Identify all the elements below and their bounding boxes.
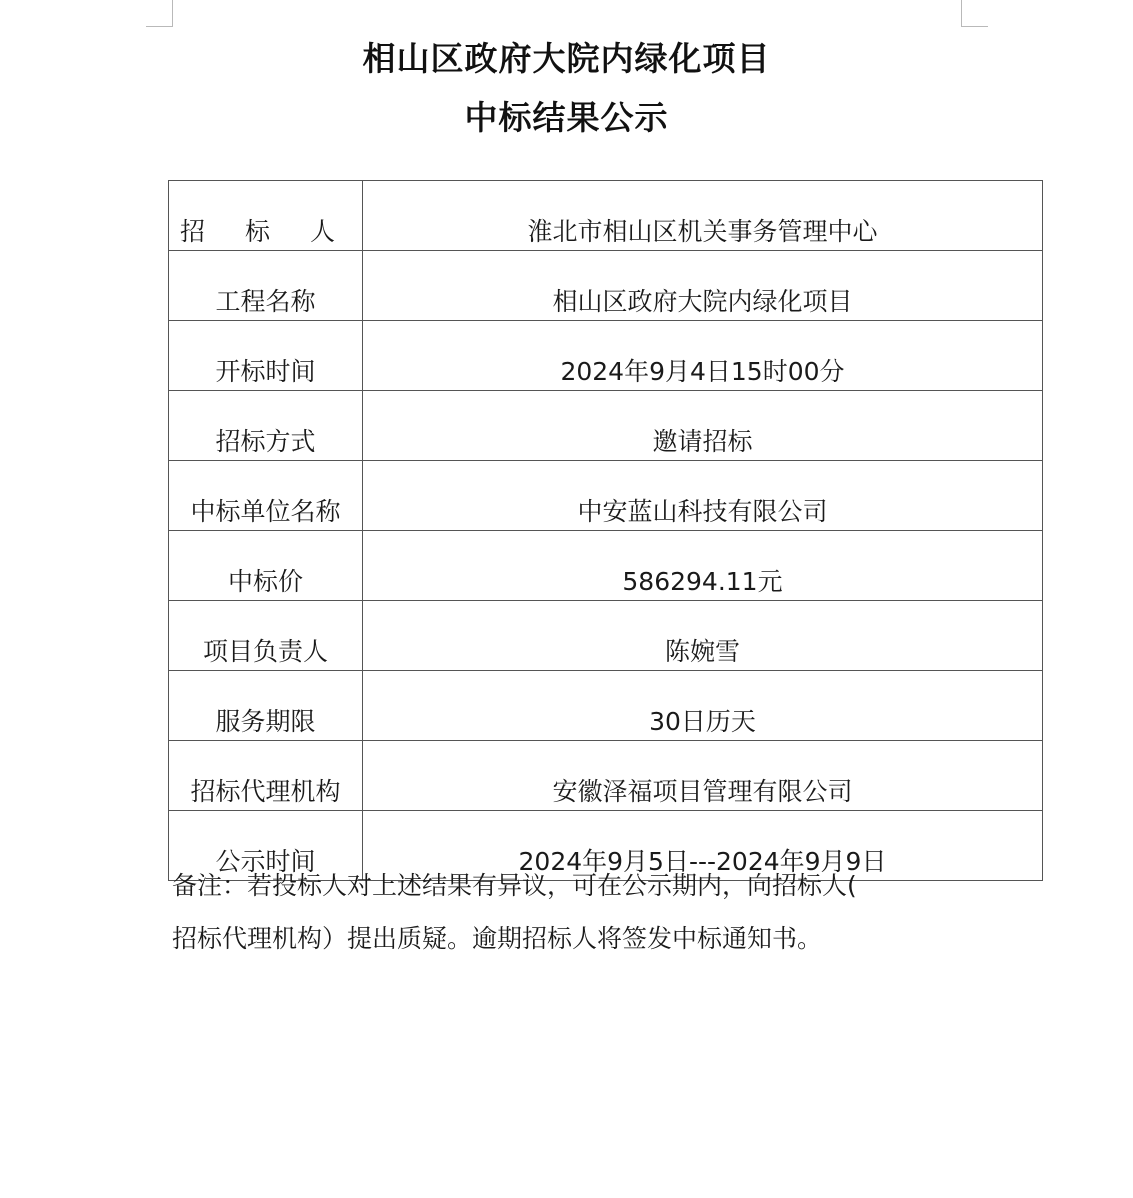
row-label: 中标单位名称	[169, 461, 363, 531]
row-label: 招 标 人	[169, 181, 363, 251]
table-row-opening-time	[169, 321, 1043, 391]
row-value: 586294.11元	[363, 531, 1043, 601]
row-value: 30日历天	[363, 671, 1043, 741]
row-value: 2024年9月4日15时00分	[363, 321, 1043, 391]
page-corner-mark-left	[146, 0, 173, 27]
row-label: 工程名称	[169, 251, 363, 321]
table-row-project-name	[169, 251, 1043, 321]
table-row-agency	[169, 741, 1043, 811]
row-label: 中标价	[169, 531, 363, 601]
row-value: 2024年9月5日---2024年9月9日	[363, 811, 1043, 881]
row-label: 招标方式	[169, 391, 363, 461]
table-row-project-manager	[169, 601, 1043, 671]
page-corner-mark-right	[961, 0, 988, 27]
table-row-winning-bidder	[169, 461, 1043, 531]
table-row-service-period	[169, 671, 1043, 741]
table-row-tender-method	[169, 391, 1043, 461]
table-row-winning-price	[169, 531, 1043, 601]
row-label: 招标代理机构	[169, 741, 363, 811]
row-value: 安徽泽福项目管理有限公司	[363, 741, 1043, 811]
result-table	[168, 180, 1043, 881]
document-title: 相山区政府大院内绿化项目	[362, 39, 771, 78]
document-subtitle: 中标结果公示	[464, 98, 669, 137]
row-value: 相山区政府大院内绿化项目	[363, 251, 1043, 321]
remark-line-1: 备注：若投标人对上述结果有异议，可在公示期内，向招标人(	[172, 871, 857, 900]
row-value: 陈婉雪	[363, 601, 1043, 671]
table-row-tenderer	[169, 181, 1043, 251]
row-value: 淮北市相山区机关事务管理中心	[363, 181, 1043, 251]
row-label: 项目负责人	[169, 601, 363, 671]
row-value: 邀请招标	[363, 391, 1043, 461]
row-label: 服务期限	[169, 671, 363, 741]
row-label: 公示时间	[169, 811, 363, 881]
row-label: 开标时间	[169, 321, 363, 391]
remark-line-2: 招标代理机构）提出质疑。逾期招标人将签发中标通知书。	[172, 924, 823, 953]
row-value: 中安蓝山科技有限公司	[363, 461, 1043, 531]
